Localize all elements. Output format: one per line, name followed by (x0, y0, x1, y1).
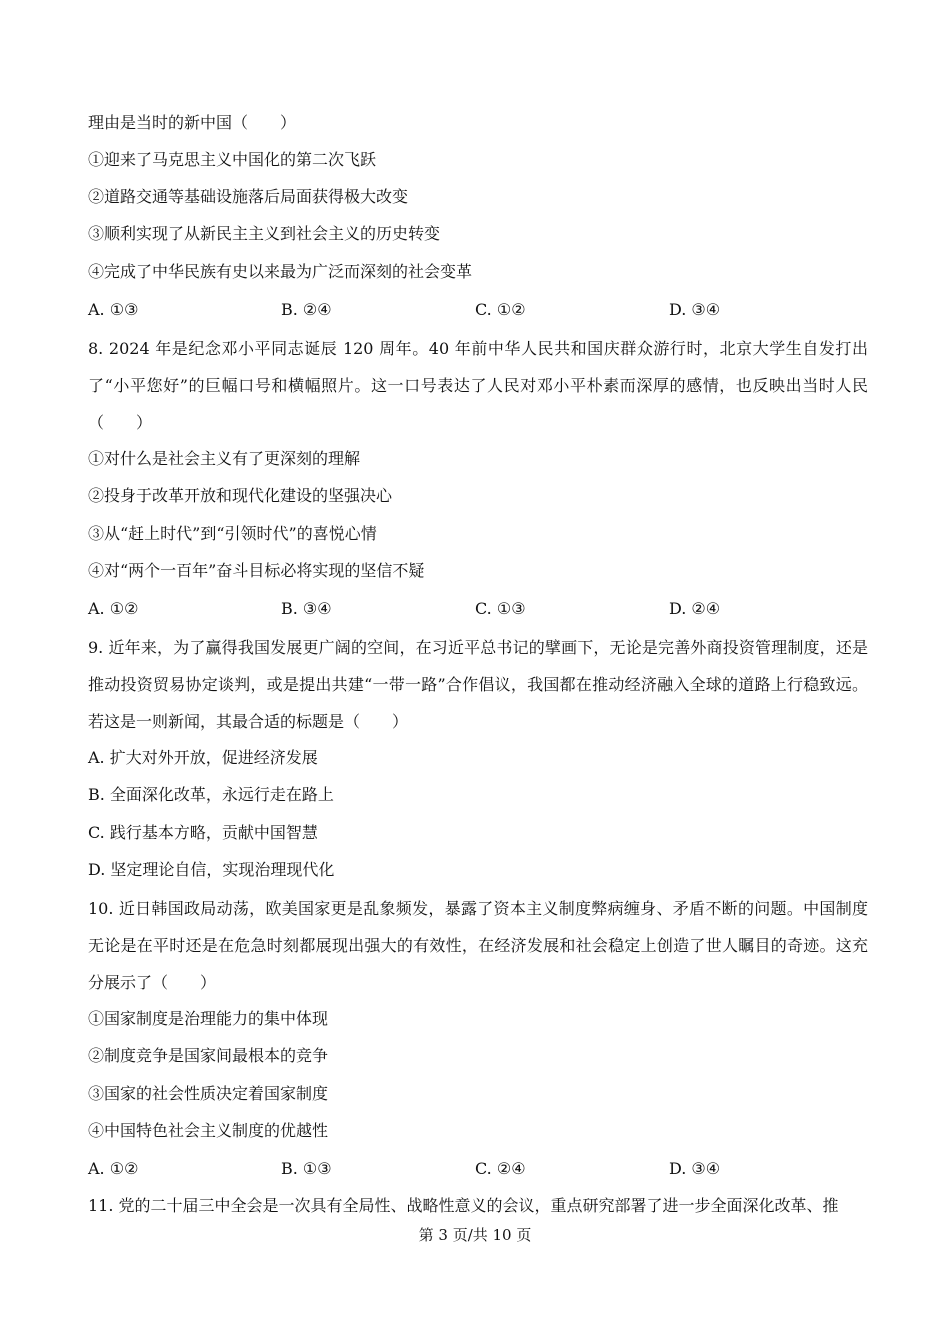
q9-choice-d: D. 坚定理论自信，实现治理现代化 (88, 860, 335, 879)
q11-stem-head: 11. 党的二十届三中全会是一次具有全局性、战略性意义的会议，重点研究部署了进一步全面深化改革、推 (88, 1196, 839, 1215)
q10-option-a: A. ①② (88, 1159, 139, 1178)
q9-choice-b: B. 全面深化改革，永远行走在路上 (88, 785, 334, 804)
q8-options (88, 599, 848, 619)
q7-stem-tail: 理由是当时的新中国（ ） (88, 113, 297, 132)
q7-item-2: ②道路交通等基础设施落后局面获得极大改变 (88, 187, 409, 206)
q8-option-d: D. ②④ (669, 599, 721, 618)
q7-item-1: ①迎来了马克思主义中国化的第二次飞跃 (88, 150, 377, 169)
q10-option-c: C. ②④ (475, 1159, 526, 1178)
q7-option-a: A. ①③ (88, 300, 139, 319)
q10-options (88, 1159, 848, 1179)
q10-item-1: ①国家制度是治理能力的集中体现 (88, 1009, 329, 1028)
q7-options (88, 300, 848, 320)
q7-option-d: D. ③④ (669, 300, 721, 319)
q8-item-2: ②投身于改革开放和现代化建设的坚强决心 (88, 486, 393, 505)
q7-item-4: ④完成了中华民族有史以来最为广泛而深刻的社会变革 (88, 262, 473, 281)
page-number: 第 3 页/共 10 页 (418, 1226, 532, 1244)
q8-item-1: ①对什么是社会主义有了更深刻的理解 (88, 449, 361, 468)
q8-option-c: C. ①③ (475, 599, 526, 618)
q10-item-3: ③国家的社会性质决定着国家制度 (88, 1084, 329, 1103)
q9-stem: 9. 近年来，为了赢得我国发展更广阔的空间，在习近平总书记的擘画下，无论是完善外商投资管理制度，还是推动投资贸易协定谈判，或是提出共建“一带一路”合作倡议，我国都在推动经济融入全球的道路上行稳致远。若这是一则新闻，其最合适的标题是（ ） (88, 638, 868, 731)
q10-item-2: ②制度竞争是国家间最根本的竞争 (88, 1046, 329, 1065)
q7-option-b: B. ②④ (281, 300, 332, 319)
q8-stem: 8. 2024 年是纪念邓小平同志诞辰 120 周年。40 年前中华人民共和国庆群众游行时，北京大学生自发打出了“小平您好”的巨幅口号和横幅照片。这一口号表达了人民对邓小平朴素而深厚的感情，也反映出当时人民（ ） (88, 339, 868, 432)
q10-option-d: D. ③④ (669, 1159, 721, 1178)
q7-item-3: ③顺利实现了从新民主主义到社会主义的历史转变 (88, 224, 441, 243)
q8-item-4: ④对“两个一百年”奋斗目标必将实现的坚信不疑 (88, 561, 425, 580)
q8-option-a: A. ①② (88, 599, 139, 618)
q7-option-c: C. ①② (475, 300, 526, 319)
q10-option-b: B. ①③ (281, 1159, 332, 1178)
q9-choice-c: C. 践行基本方略，贡献中国智慧 (88, 823, 318, 842)
q9-choice-a: A. 扩大对外开放，促进经济发展 (88, 748, 318, 767)
q10-item-4: ④中国特色社会主义制度的优越性 (88, 1121, 329, 1140)
q10-stem: 10. 近日韩国政局动荡，欧美国家更是乱象频发，暴露了资本主义制度弊病缠身、矛盾不断的问题。中国制度无论是在平时还是在危急时刻都展现出强大的有效性，在经济发展和社会稳定上创造了世人瞩目的奇迹。这充分展示了（ ） (88, 899, 868, 992)
q8-option-b: B. ③④ (281, 599, 332, 618)
q8-item-3: ③从“赶上时代”到“引领时代”的喜悦心情 (88, 524, 377, 543)
